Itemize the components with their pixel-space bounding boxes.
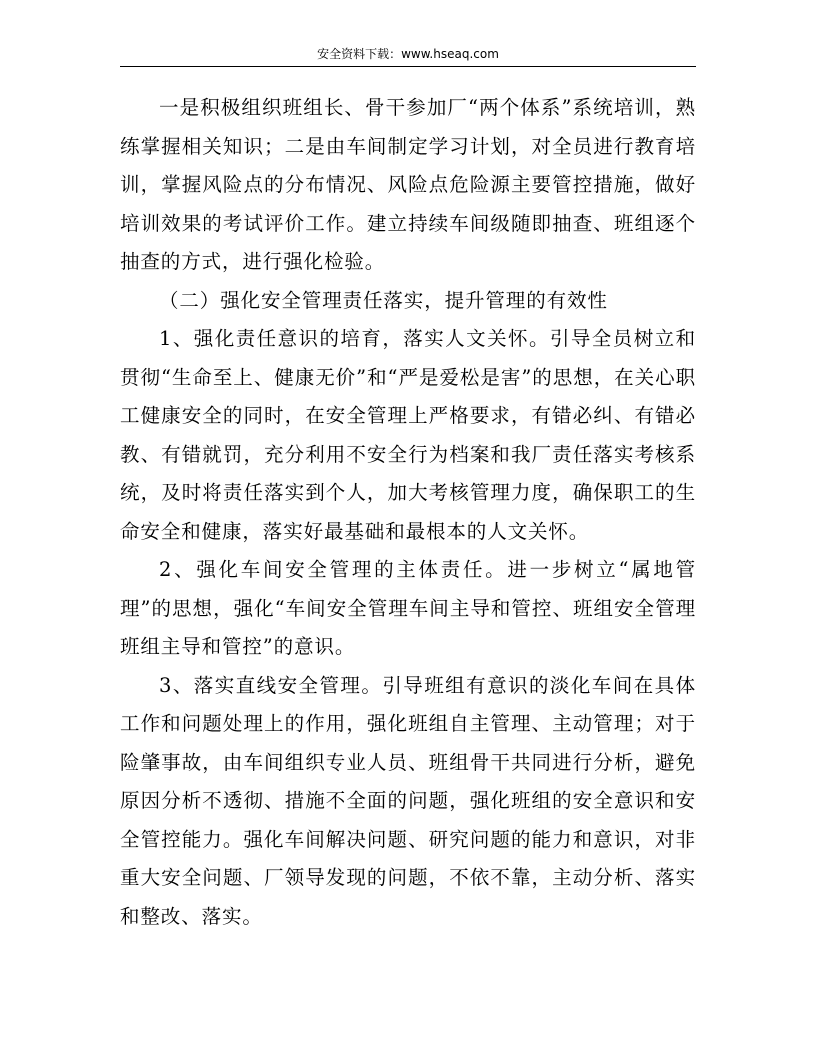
paragraph-responsibility: 1、强化责任意识的培育，落实人文关怀。引导全员树立和贯彻“生命至上、健康无价”和“严是爱松是害”的思想，在关心职工健康安全的同时，在安全管理上严格要求，有错必纠、有错必教、有错就罚，充分利用不安全行为档案和我厂责任落实考核系统，及时将责任落实到个人，加大考核管理力度，确保职工的生命安全和健康，落实好最基础和最根本的人文关怀。: [120, 327, 696, 543]
paragraph-line-management: 3、落实直线安全管理。引导班组有意识的淡化车间在具体工作和问题处理上的作用，强化班组自主管理、主动管理；对于险肇事故，由车间组织专业人员、班组骨干共同进行分析，避免原因分析不透彻、措施不全面的问题，强化班组的安全意识和安全管控能力。强化车间解决问题、研究问题的能力和意识，对非重大安全问题、厂领导发现的问题，不依不靠，主动分析、落实和整改、落实。: [120, 673, 696, 928]
section-heading: （二）强化安全管理责任落实，提升管理的有效性: [159, 288, 608, 312]
page-header: [120, 44, 696, 67]
paragraph-training: 一是积极组织班组长、骨干参加厂“两个体系”系统培训，熟练掌握相关知识；二是由车间制定学习计划，对全员进行教育培训，掌握风险点的分布情况、风险点危险源主要管控措施，做好培训效果的考试评价工作。建立持续车间级随即抽查、班组逐个抽查的方式，进行强化检验。: [120, 96, 696, 273]
header-text: 安全资料下载：www.hseaq.com: [317, 47, 499, 61]
paragraph-workshop: 2、强化车间安全管理的主体责任。进一步树立“属地管理”的思想，强化“车间安全管理车间主导和管控、班组安全管理班组主导和管控”的意识。: [120, 558, 696, 658]
document-body: [120, 89, 696, 936]
